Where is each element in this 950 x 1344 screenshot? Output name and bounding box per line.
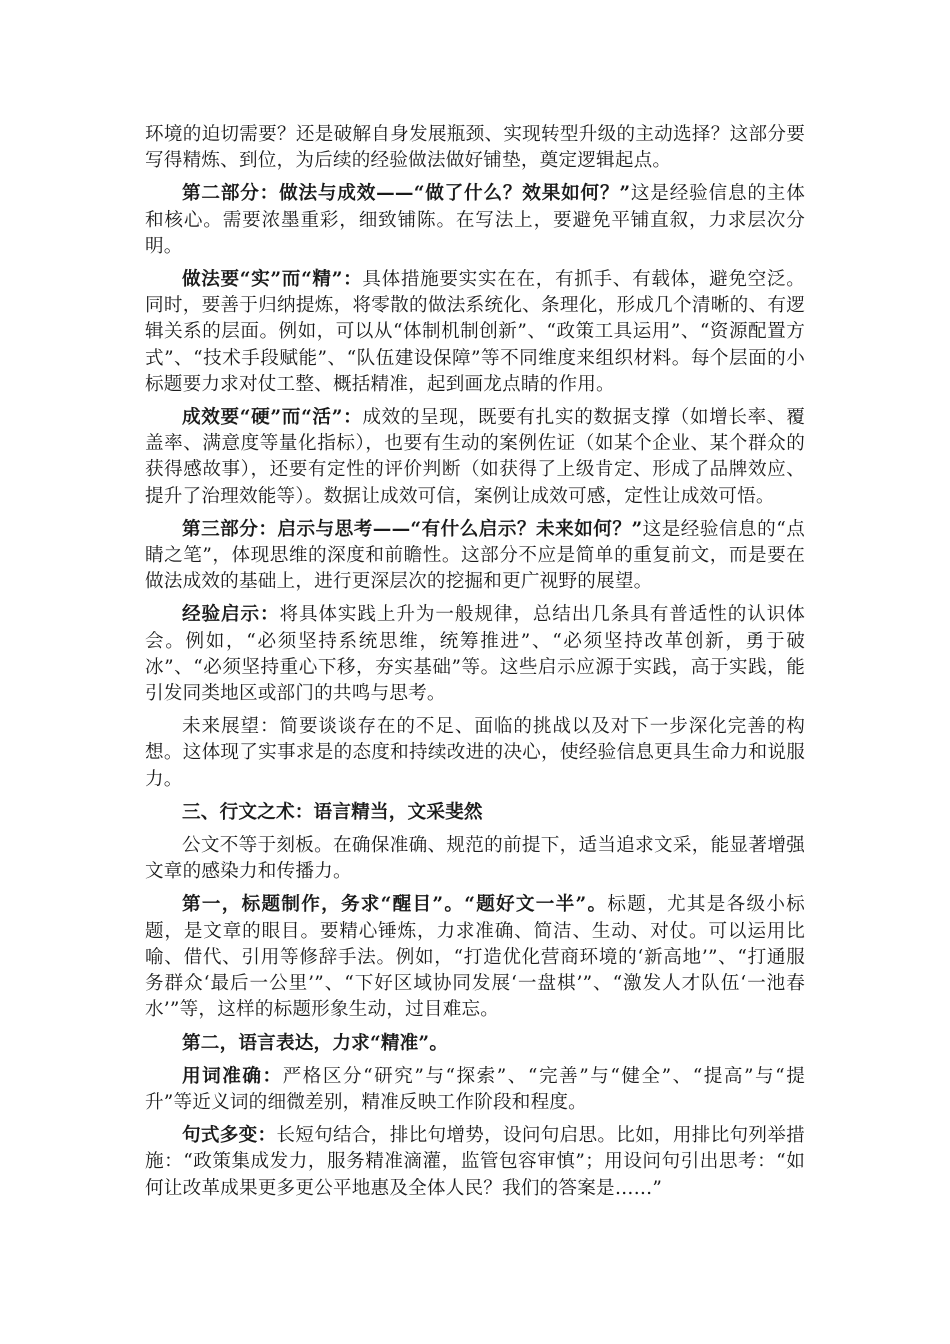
paragraph-lead: 第二，语言表达，力求“精准”。 [182,1032,449,1054]
paragraph [145,122,805,174]
paragraph [145,833,805,885]
paragraph-text: 标题，尤其是各级小标题，是文章的眼目。要精心锤炼，力求准确、简洁、生动、对仗。可以运用比喻、借代、引用等修辞手法。例如，“打造优化营商环境的‘新高地’”、“打通服务群众‘最后一公里’”、“下好区域协同发展‘一盘棋’”、“激发人才队伍‘一池春水’”等，这样的标题形象生动，过目难忘。 [145,894,805,1021]
paragraph-lead: 第一，标题制作，务求“醒目”。“题好文一半”。 [182,894,608,916]
paragraph-text: 环境的迫切需要？还是破解自身发展瓶颈、实现转型升级的主动选择？这部分要写得精炼、到位，为后续的经验做法做好铺垫，奠定逻辑起点。 [145,124,805,172]
paragraph-text: 严格区分“研究”与“探索”、“完善”与“健全”、“提高”与“提升”等近义词的细微差别，精准反映工作阶段和程度。 [145,1065,805,1113]
paragraph [145,267,805,398]
paragraph-text: 未来展望：简要谈谈存在的不足、面临的挑战以及对下一步深化完善的构想。这体现了实事求是的态度和持续改进的决心，使经验信息更具生命力和说服力。 [145,716,805,790]
paragraph [145,892,805,1023]
paragraph-text: 长短句结合，排比句增势，设问句启思。比如，用排比句列举措施：“政策集成发力，服务精准滴灌，监管包容审慎”；用设问句引出思考：“如何让改革成果更多更公平地惠及全体人民？我们的答案是……” [145,1125,805,1199]
paragraph-lead: 做法要“实”而“精”： [182,269,363,291]
paragraph-text: 具体措施要实实在在，有抓手、有载体，避免空泛。同时，要善于归纳提炼，将零散的做法系统化、条理化，形成几个清晰的、有逻辑关系的层面。例如，可以从“体制机制创新”、“政策工具运用”、“资源配置方式”、“技术手段赋能”、“队伍建设保障”等不同维度来组织材料。每个层面的小标题要力求对仗工整、概括精准，起到画龙点睛的作用。 [145,269,805,395]
paragraph [145,405,805,510]
paragraph-text: 这是经验信息的“点睛之笔”，体现思维的深度和前瞻性。这部分不应是简单的重复前文，而是要在做法成效的基础上，进行更深层次的挖掘和更广视野的展望。 [145,518,805,593]
paragraph [145,1031,805,1057]
paragraph-lead: 第二部分：做法与成效——“做了什么？效果如何？” [182,183,631,205]
paragraph-text: 公文不等于刻板。在确保准确、规范的前提下，适当追求文采，能显著增强文章的感染力和传播力。 [145,835,805,883]
paragraph-lead: 句式多变： [182,1125,277,1147]
paragraph-text: 成效的呈现，既要有扎实的数据支撑（如增长率、覆盖率、满意度等量化指标），也要有生动的案例佐证（如某个企业、某个群众的获得感故事），还要有定性的评价判断（如获得了上级肯定、形成了品牌效应、提升了治理效能等）。数据让成效可信，案例让成效可感，定性让成效可悟。 [145,407,805,507]
section-heading: 三、行文之术：语言精当，文采斐然 [182,801,483,823]
paragraph [145,602,805,707]
paragraph [145,517,805,596]
paragraph-lead: 成效要“硬”而“活”： [182,407,363,429]
paragraph [145,1123,805,1202]
paragraph [145,1064,805,1116]
paragraph [145,181,805,260]
paragraph-lead: 用词准确： [182,1065,283,1087]
document-page [145,122,805,1209]
paragraph-lead: 经验启示： [182,604,280,626]
paragraph-lead: 第三部分：启示与思考——“有什么启示？未来如何？” [182,518,643,540]
paragraph-text: 这是经验信息的主体和核心。需要浓墨重彩，细致铺陈。在写法上，要避免平铺直叙，力求层次分明。 [145,183,805,257]
paragraph [145,714,805,793]
paragraph-text: 将具体实践上升为一般规律，总结出几条具有普适性的认识体会。例如，“必须坚持系统思维，统筹推进”、“必须坚持改革创新，勇于破冰”、“必须坚持重心下移，夯实基础”等。这些启示应源于实践，高于实践，能引发同类地区或部门的共鸣与思考。 [145,604,805,705]
